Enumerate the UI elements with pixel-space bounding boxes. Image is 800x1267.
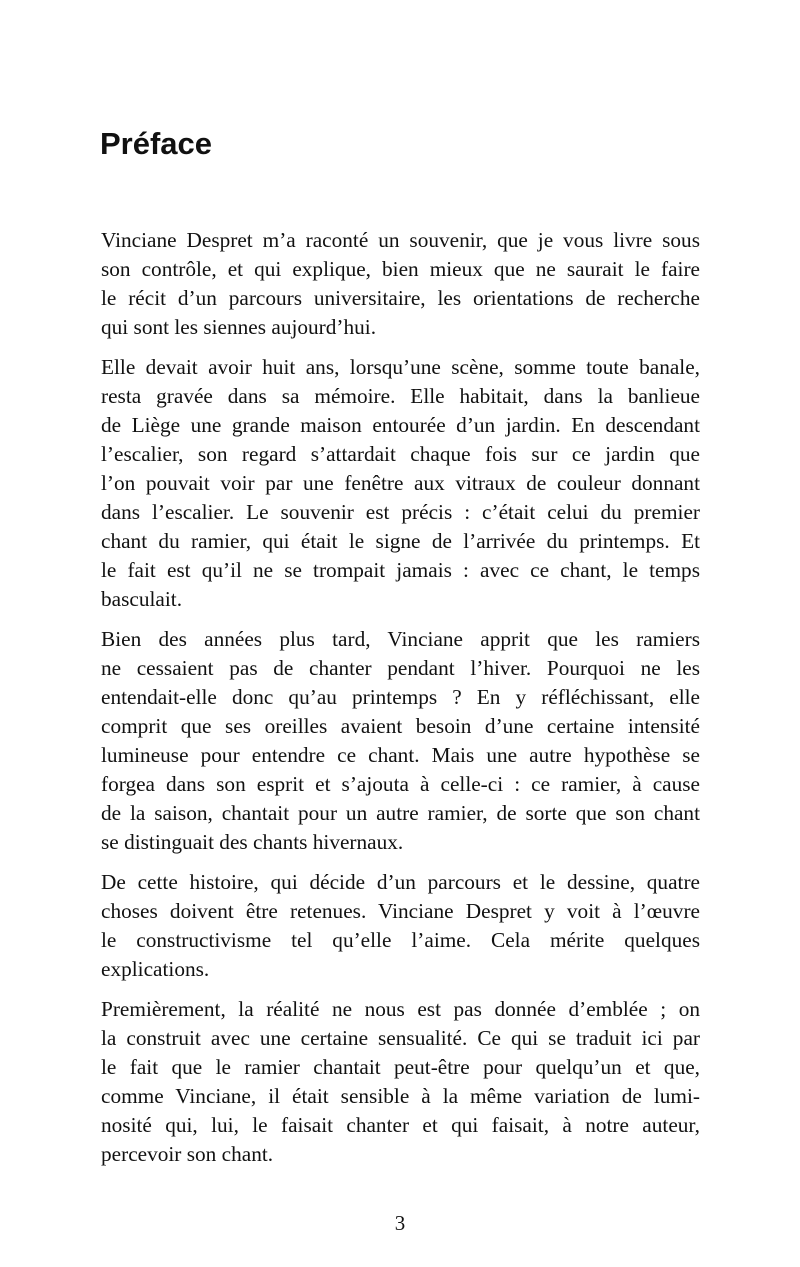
text-line: se distinguait des chants hivernaux. [101,830,404,854]
text-line: percevoir son chant. [101,1142,274,1166]
text-line: de Liège une grande maison entourée d’un jardin. En descendant [101,413,700,437]
paragraph [101,868,700,984]
paragraph [101,995,700,1169]
text-line: son contrôle, et qui explique, bien mieux que ne saurait le faire [101,257,700,281]
body-text [101,226,700,1180]
text-line: le récit d’un parcours universitaire, les orientations de recherche [101,286,700,310]
text-line: choses doivent être retenues. Vinciane Despret y voit à l’œuvre [101,899,700,923]
text-line: comme Vinciane, il était sensible à la même variation de lumi- [101,1084,700,1108]
text-line: dans l’escalier. Le souvenir est précis : c’était celui du premier [101,500,700,524]
text-line: nosité qui, lui, le faisait chanter et qui faisait, à notre auteur, [101,1113,700,1137]
text-line: l’on pouvait voir par une fenêtre aux vitraux de couleur donnant [101,471,700,495]
text-line: Vinciane Despret m’a raconté un souvenir, que je vous livre sous [101,228,700,252]
text-line: qui sont les siennes aujourd’hui. [101,315,377,339]
text-line: De cette histoire, qui décide d’un parcours et le dessine, quatre [101,870,700,894]
text-line: lumineuse pour entendre ce chant. Mais une autre hypothèse se [101,743,700,767]
text-line: entendait-elle donc qu’au printemps ? En y réfléchissant, elle [101,685,700,709]
page-title: Préface [100,126,213,161]
text-line: de la saison, chantait pour un autre ramier, de sorte que son chant [101,801,700,825]
text-line: le fait que le ramier chantait peut-être pour quelqu’un et que, [101,1055,700,1079]
text-line: l’escalier, son regard s’attardait chaque fois sur ce jardin que [101,442,700,466]
text-line: forgea dans son esprit et s’ajouta à celle-ci : ce ramier, à cause [101,772,700,796]
text-line: basculait. [101,587,183,611]
text-line: comprit que ses oreilles avaient besoin d’une certaine intensité [101,714,700,738]
text-line: ne cessaient pas de chanter pendant l’hiver. Pourquoi ne les [101,656,700,680]
text-line: la construit avec une certaine sensualité. Ce qui se traduit ici par [101,1026,700,1050]
text-line: chant du ramier, qui était le signe de l’arrivée du printemps. Et [101,529,700,553]
paragraph [101,226,700,342]
text-line: le fait est qu’il ne se trompait jamais : avec ce chant, le temps [101,558,700,582]
text-line: Premièrement, la réalité ne nous est pas donnée d’emblée ; on [101,997,700,1021]
text-line: Bien des années plus tard, Vinciane apprit que les ramiers [101,627,700,651]
paragraph [101,625,700,857]
text-line: resta gravée dans sa mémoire. Elle habitait, dans la banlieue [101,384,700,408]
page-number: 3 [394,1211,406,1235]
text-line: explications. [101,957,210,981]
text-line: le constructivisme tel qu’elle l’aime. Cela mérite quelques [101,928,700,952]
text-line: Elle devait avoir huit ans, lorsqu’une scène, somme toute banale, [101,355,700,379]
paragraph [101,353,700,614]
